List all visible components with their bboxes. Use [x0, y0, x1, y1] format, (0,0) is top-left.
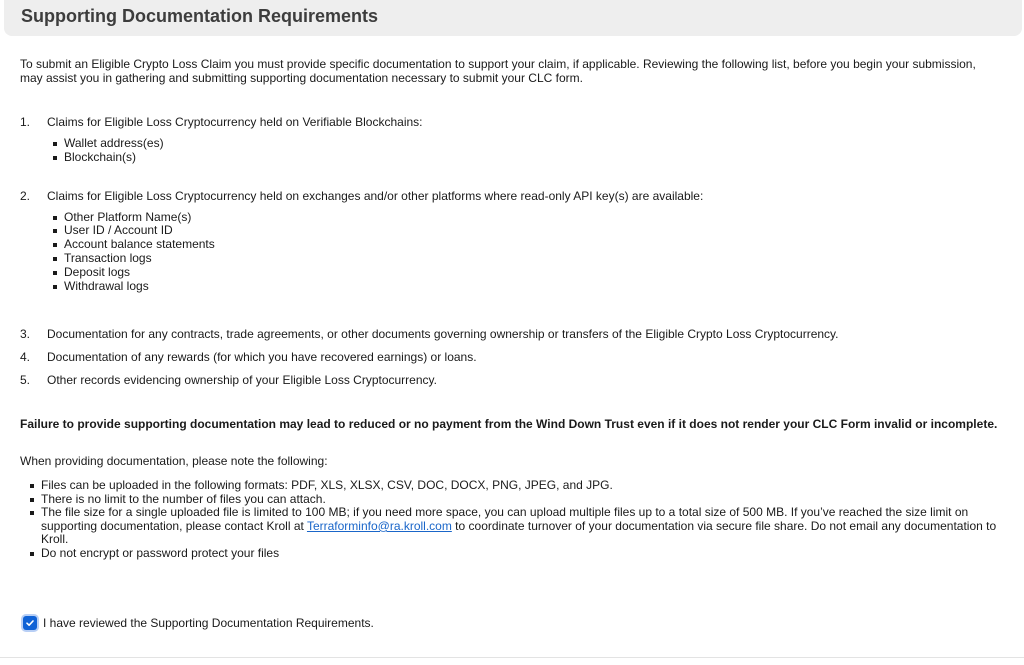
- requirement-text: Claims for Eligible Loss Cryptocurrency held on Verifiable Blockchains:: [47, 115, 423, 129]
- requirement-number: 5.: [20, 373, 31, 388]
- list-item: Transaction logs: [53, 252, 1000, 266]
- warning-text: Failure to provide supporting documentation may lead to reduced or no payment from the Wind Down Trust even if it does not render your CLC Form invalid or incomplete.: [20, 417, 998, 432]
- list-item: There is no limit to the number of files you can attach.: [30, 493, 1000, 507]
- review-confirmation[interactable]: [23, 616, 374, 630]
- requirement-item-1: [20, 115, 1000, 165]
- requirement-sublist: [47, 137, 1000, 165]
- list-item: [30, 506, 1000, 547]
- requirement-item-5: [20, 373, 1000, 387]
- list-item: Do not encrypt or password protect your files: [30, 547, 1000, 561]
- notes-intro: When providing documentation, please note the following:: [20, 454, 328, 469]
- requirement-text: Documentation for any contracts, trade agreements, or other documents governing ownership or transfers of the Eligible Crypto Loss Cryptocurrency.: [47, 327, 839, 342]
- review-checkbox-label[interactable]: I have reviewed the Supporting Documentation Requirements.: [43, 616, 374, 630]
- requirement-number: 4.: [20, 350, 31, 365]
- requirement-item-4: [20, 350, 1000, 364]
- requirement-number: 3.: [20, 327, 31, 342]
- requirement-number: 2.: [20, 188, 31, 203]
- requirement-text: Claims for Eligible Loss Cryptocurrency held on exchanges and/or other platforms where read-only API key(s) are available:: [47, 188, 704, 203]
- list-item: Other Platform Name(s): [53, 211, 1000, 225]
- page-title: Supporting Documentation Requirements: [21, 6, 379, 26]
- list-item: Blockchain(s): [53, 151, 1000, 165]
- email-link[interactable]: Terraforminfo@ra.kroll.com: [306, 518, 452, 533]
- review-checkbox[interactable]: [23, 616, 37, 630]
- requirement-item-3: [20, 327, 1000, 341]
- note-text: The file size for a single uploaded file is limited to 100 MB; if you need more space, you can upload multiple files up to a total size of 500 MB. If you’ve reached the size limit on supporting documentation, please contact Kroll at: [41, 505, 969, 533]
- notes-list: [20, 479, 1000, 560]
- section-header: [4, 0, 1022, 36]
- divider: [0, 657, 1024, 658]
- list-item: Account balance statements: [53, 238, 1000, 252]
- list-item: Withdrawal logs: [53, 280, 1000, 294]
- requirements-list: [20, 115, 1000, 387]
- requirement-item-2: [20, 189, 1000, 294]
- list-item: Files can be uploaded in the following formats: PDF, XLS, XLSX, CSV, DOC, DOCX, PNG, JPEG, and JPG.: [30, 479, 1000, 493]
- requirement-text: Documentation of any rewards (for which you have recovered earnings) or loans.: [47, 350, 477, 365]
- requirement-sublist: [47, 211, 1000, 294]
- intro-text: To submit an Eligible Crypto Loss Claim you must provide specific documentation to support your claim, if applicable. Reviewing the following list, before you begin your submission, may assist you in gathering and submitting supporting documentation necessary to submit your CLC form.: [20, 57, 976, 85]
- requirement-text: Other records evidencing ownership of your Eligible Loss Cryptocurrency.: [47, 373, 437, 388]
- requirement-number: 1.: [20, 115, 31, 129]
- check-icon: [25, 618, 35, 628]
- list-item: Deposit logs: [53, 266, 1000, 280]
- list-item: User ID / Account ID: [53, 224, 1000, 238]
- note-text: to coordinate turnover of your documentation via secure file share. Do not email any documentation to Kroll.: [41, 518, 997, 547]
- requirements-content: [20, 57, 1000, 560]
- list-item: Wallet address(es): [53, 137, 1000, 151]
